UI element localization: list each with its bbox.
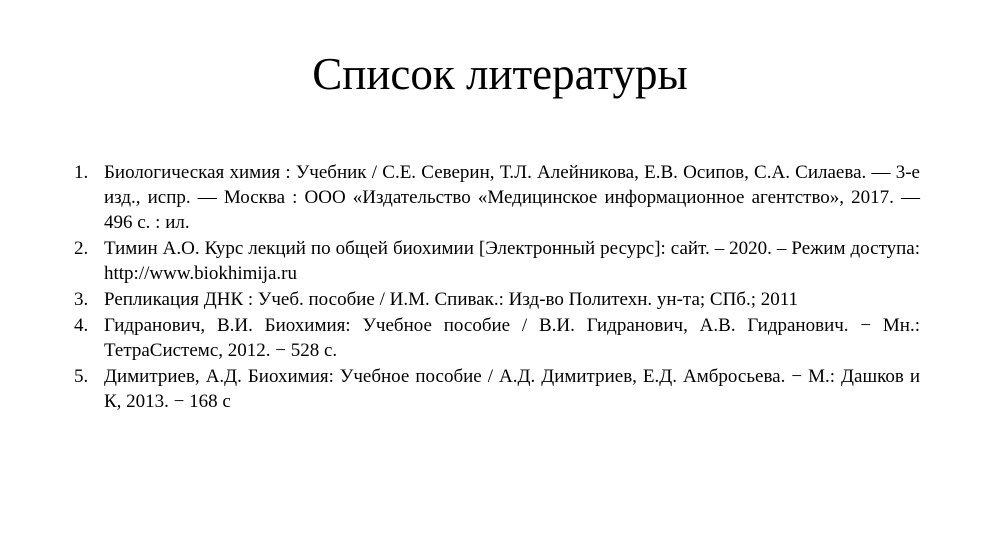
list-item bbox=[74, 160, 920, 235]
slide-title: Список литературы bbox=[312, 49, 688, 99]
list-item-number: 1. bbox=[74, 162, 89, 183]
list-item-text: Гидранович, В.И. Биохимия: Учебное пособие / В.И. Гидранович, А.В. Гидранович. − Мн.: ТетраСистемс, 2012. − 528 с. bbox=[104, 315, 920, 361]
list-item-number: 2. bbox=[74, 238, 89, 259]
list-item bbox=[74, 287, 920, 312]
reference-list bbox=[74, 160, 920, 415]
list-item bbox=[74, 313, 920, 363]
list-item-number: 4. bbox=[74, 315, 89, 336]
list-item-text: Репликация ДНК : Учеб. пособие / И.М. Спивак.: Изд-во Политехн. ун-та; СПб.; 2011 bbox=[104, 289, 799, 310]
list-item bbox=[74, 236, 920, 286]
list-item-text: Биологическая химия : Учебник / С.Е. Северин, Т.Л. Алейникова, Е.В. Осипов, С.А. Силаева. — 3-е изд., испр. — Москва : ООО «Издательство «Медицинское информационное агентство», 2017. — 496 с. : ил. bbox=[104, 162, 920, 233]
list-item bbox=[74, 364, 920, 414]
list-item-text: Димитриев, А.Д. Биохимия: Учебное пособие / А.Д. Димитриев, Е.Д. Амбросьева. − М.: Дашков и К, 2013. − 168 с bbox=[104, 366, 920, 412]
list-item-text: Тимин А.О. Курс лекций по общей биохимии [Электронный ресурс]: сайт. – 2020. – Режим доступа: http://www.biokhimija.ru bbox=[104, 238, 920, 284]
list-item-number: 3. bbox=[74, 289, 89, 310]
list-item-number: 5. bbox=[74, 366, 89, 387]
